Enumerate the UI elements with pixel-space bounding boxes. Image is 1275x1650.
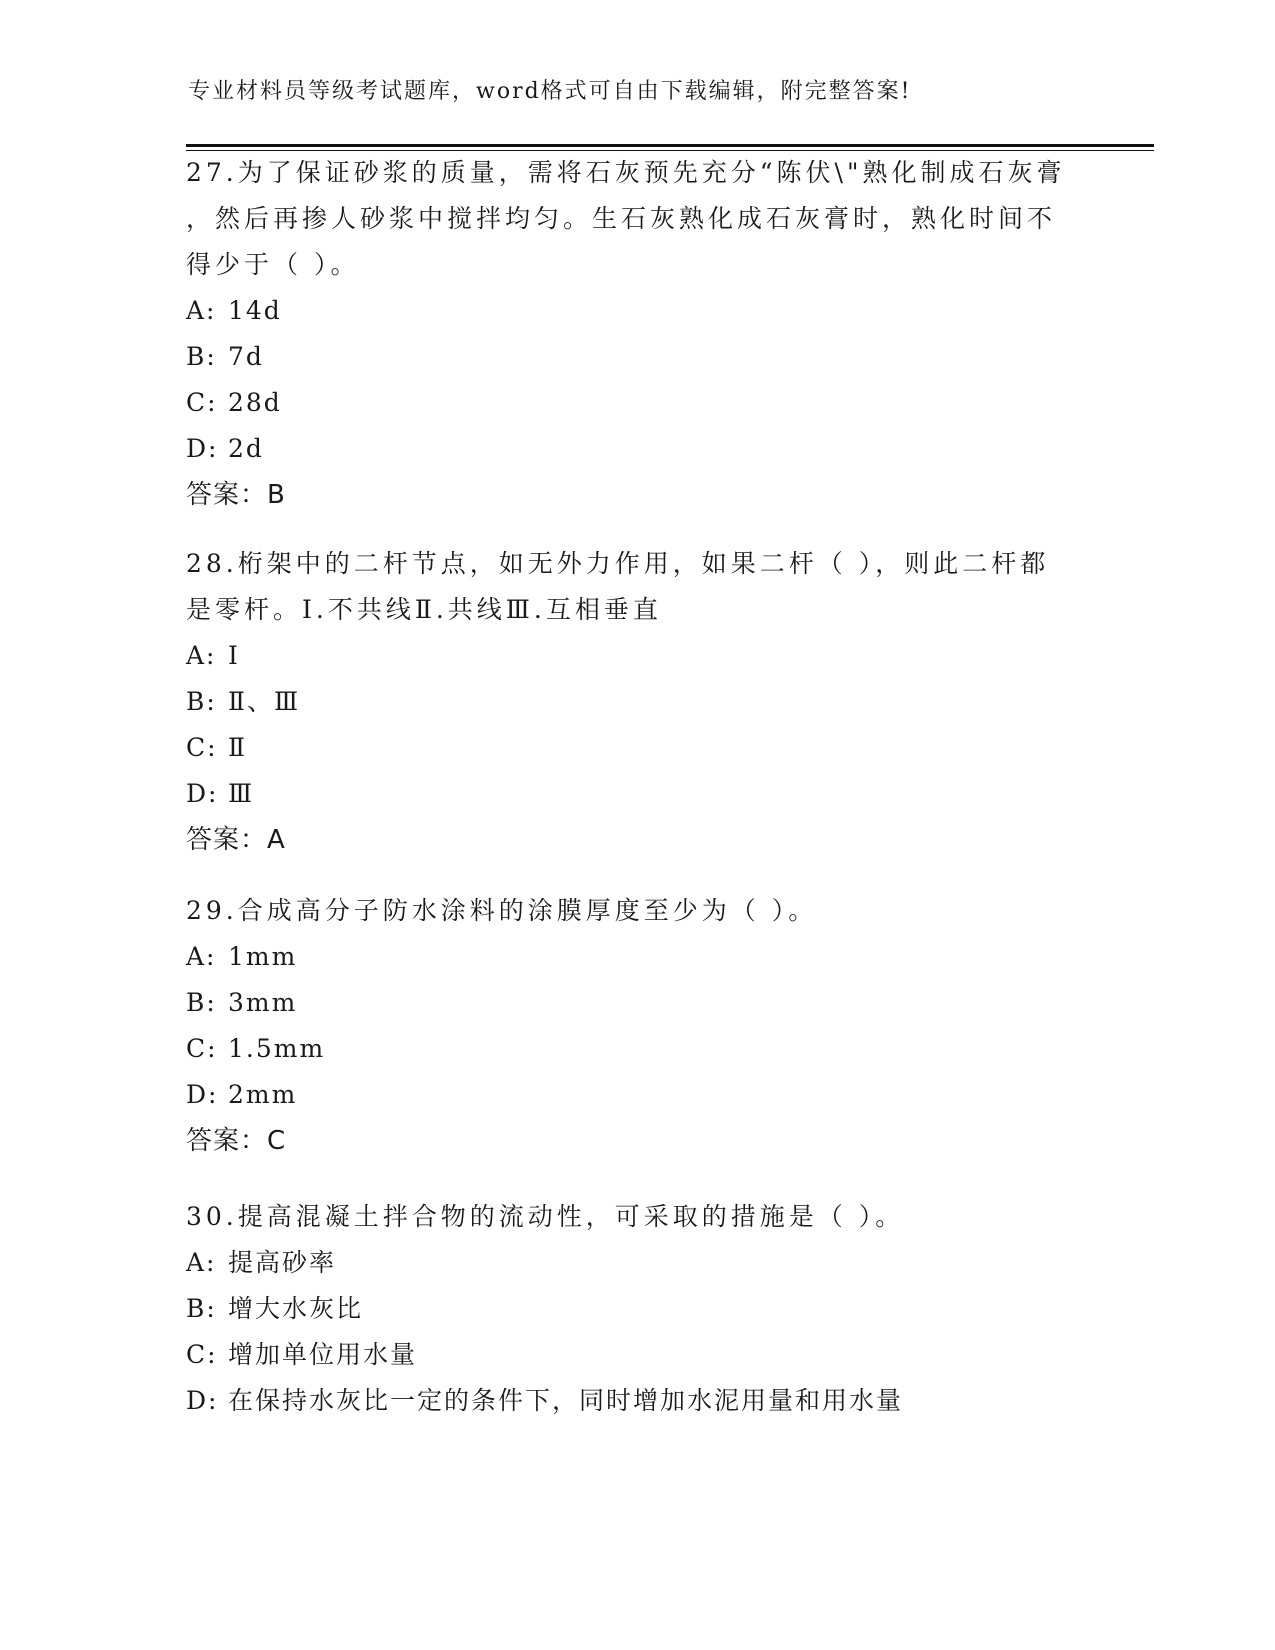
option-d: D: Ⅲ xyxy=(186,779,255,808)
option-c: C: 1.5mm xyxy=(186,1034,326,1063)
option-a: A: I xyxy=(186,641,240,670)
answer-label: 答案：C xyxy=(186,1126,287,1156)
question-27 xyxy=(186,150,1086,518)
question-stem-line: ，然后再掺人砂浆中搅拌均匀。生石灰熟化成石灰膏时，熟化时间不 xyxy=(186,204,1057,233)
answer-label: 答案：A xyxy=(186,825,286,855)
answer-label: 答案：B xyxy=(186,480,286,510)
option-a: A: 提高砂率 xyxy=(186,1248,337,1277)
header-divider-thick xyxy=(186,144,1154,147)
question-stem-line: 是零杆。I.不共线Ⅱ.共线Ⅲ.互相垂直 xyxy=(186,595,662,624)
option-b: B: Ⅱ、Ⅲ xyxy=(186,687,301,716)
question-stem-line: 28.桁架中的二杆节点，如无外力作用，如果二杆（ ），则此二杆都 xyxy=(186,549,1050,578)
option-c: C: 28d xyxy=(186,388,282,417)
option-c: C: 增加单位用水量 xyxy=(186,1340,418,1369)
option-a: A: 1mm xyxy=(186,942,298,971)
option-d: D: 在保持水灰比一定的条件下，同时增加水泥用量和用水量 xyxy=(186,1386,904,1415)
option-b: B: 增大水灰比 xyxy=(186,1294,364,1323)
option-d: D: 2mm xyxy=(186,1080,298,1109)
option-b: B: 3mm xyxy=(186,988,298,1017)
question-28 xyxy=(186,541,1086,863)
option-d: D: 2d xyxy=(186,434,264,463)
page-header: 专业材料员等级考试题库，word格式可自由下载编辑，附完整答案! xyxy=(188,79,912,104)
option-b: B: 7d xyxy=(186,342,264,371)
question-29 xyxy=(186,888,1086,1164)
question-stem-line: 29.合成高分子防水涂料的涂膜厚度至少为（ ）。 xyxy=(186,896,818,925)
question-30 xyxy=(186,1194,1086,1424)
option-c: C: Ⅱ xyxy=(186,733,247,762)
option-a: A: 14d xyxy=(186,296,282,325)
question-stem-line: 27.为了保证砂浆的质量，需将石灰预先充分“陈伏\"熟化制成石灰膏 xyxy=(186,158,1066,187)
question-stem-line: 30.提高混凝土拌合物的流动性，可采取的措施是（ ）。 xyxy=(186,1202,905,1231)
question-stem-line: 得少于（ ）。 xyxy=(186,250,360,279)
